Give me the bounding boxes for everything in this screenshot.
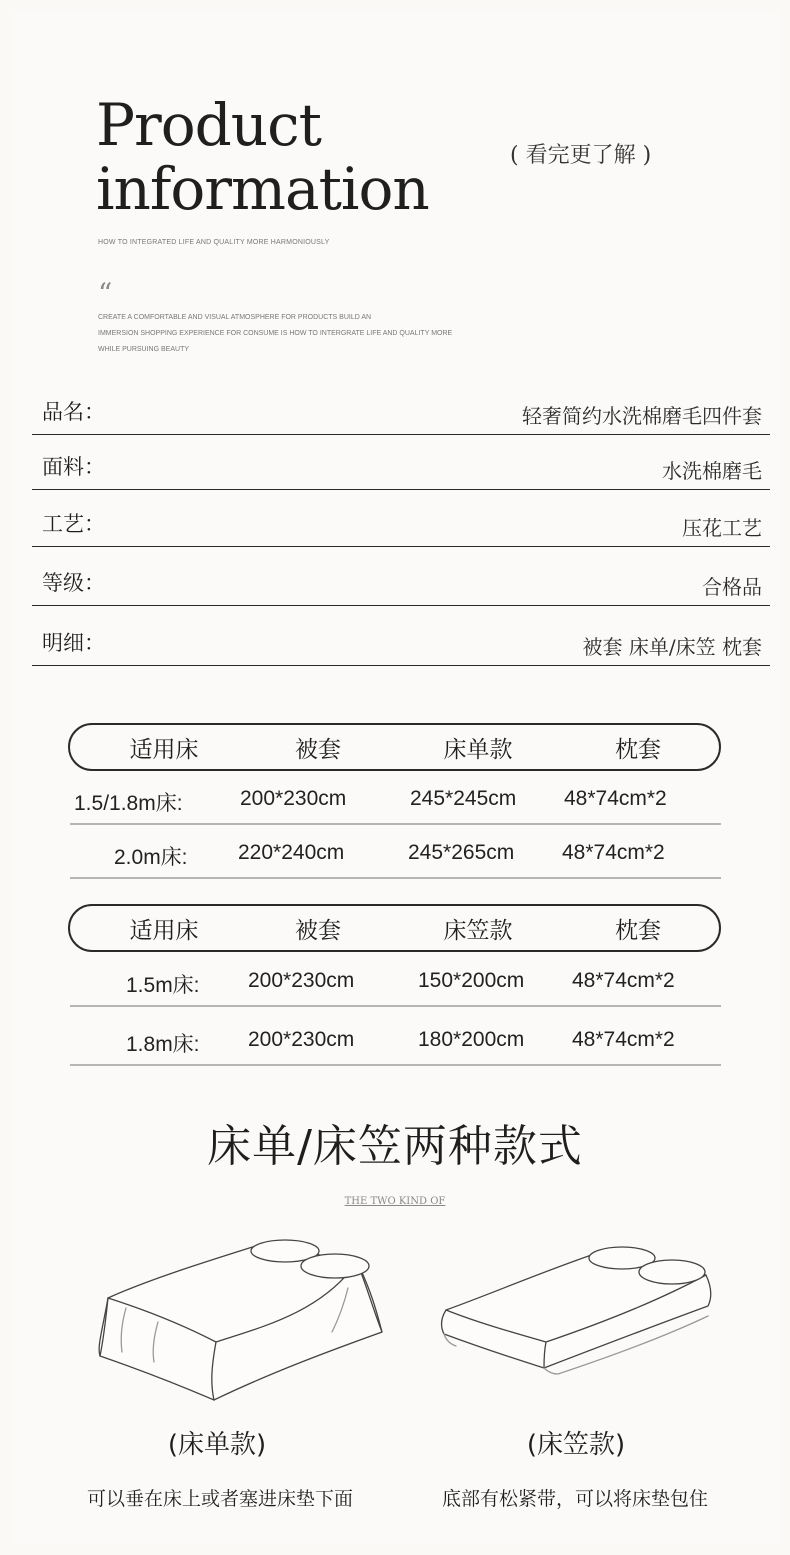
fitted-sheet-caption: (床笠款) (526, 1430, 626, 1460)
table-header-cell: 床单款 (443, 737, 513, 763)
table-cell: 1.8m床: (126, 1033, 200, 1056)
table-header-cell: 适用床 (129, 918, 199, 944)
table-cell: 48*74cm*2 (572, 1028, 675, 1051)
info-value: 水洗棉磨毛 (662, 459, 762, 483)
table-header-cell: 床笠款 (443, 918, 513, 944)
info-value: 被套 床单/床笠 枕套 (582, 635, 762, 659)
styles-subtitle: THE TWO KIND OF (344, 1196, 446, 1207)
table-cell: 200*230cm (248, 969, 355, 992)
flat-sheet-caption: (床单款) (167, 1430, 267, 1460)
info-value: 轻奢简约水洗棉磨毛四件套 (522, 404, 762, 428)
info-label: 工艺： (42, 512, 105, 536)
table-row (70, 827, 721, 879)
table-header-cell: 被套 (295, 737, 341, 763)
table-cell: 1.5/1.8m床: (74, 792, 183, 815)
description (98, 310, 498, 358)
table-cell: 48*74cm*2 (564, 787, 667, 810)
info-row-grade (32, 566, 770, 606)
row-divider (70, 1064, 721, 1066)
info-row-details (32, 626, 770, 666)
row-divider (70, 823, 721, 825)
title-line-1: Product (96, 91, 321, 159)
table-row (70, 773, 721, 825)
subtitle-cn: ( 看完更了解 ) (510, 143, 652, 168)
info-row-name (32, 395, 770, 435)
table-header-sheet (68, 723, 721, 771)
flat-sheet-bed-icon (92, 1232, 392, 1412)
table-cell: 150*200cm (418, 969, 525, 992)
table-row (70, 955, 721, 1007)
styles-title: 床单/床笠两种款式 (207, 1121, 583, 1172)
fitted-sheet-bed-icon (436, 1240, 716, 1390)
row-divider (70, 1005, 721, 1007)
title-line-2: information (96, 155, 429, 223)
table-header-cell: 枕套 (615, 918, 661, 944)
description-line: IMMERSION SHOPPING EXPERIENCE FOR CONSUME IS HOW TO INTERGRATE LIFE AND QUALITY MORE (98, 330, 453, 337)
row-divider (70, 877, 721, 879)
table-cell: 48*74cm*2 (562, 841, 665, 864)
fitted-sheet-note: 底部有松紧带，可以将床垫包住 (441, 1488, 708, 1510)
table-cell: 2.0m床: (114, 846, 188, 869)
info-value: 合格品 (702, 575, 762, 599)
quote-mark-icon: “ (98, 277, 113, 310)
info-label: 等级： (42, 571, 105, 595)
table-header-cell: 适用床 (129, 737, 199, 763)
table-header-cell: 被套 (295, 918, 341, 944)
info-row-craft (32, 507, 770, 547)
table-cell: 200*230cm (240, 787, 347, 810)
description-line: WHILE PURSUING BEAUTY (98, 346, 190, 353)
info-row-fabric (32, 450, 770, 490)
table-cell: 1.5m床: (126, 974, 200, 997)
table-cell: 48*74cm*2 (572, 969, 675, 992)
flat-sheet-note: 可以垂在床上或者塞进床垫下面 (86, 1488, 353, 1510)
table-row (70, 1014, 721, 1066)
info-label: 明细： (42, 631, 105, 655)
description-line: CREATE A COMFORTABLE AND VISUAL ATMOSPHERE FOR PRODUCTS BUILD AN (98, 314, 372, 321)
info-label: 品名： (42, 400, 105, 424)
info-label: 面料： (42, 455, 105, 479)
table-cell: 220*240cm (238, 841, 345, 864)
table-cell: 245*245cm (410, 787, 517, 810)
table-cell: 200*230cm (248, 1028, 355, 1051)
table-cell: 245*265cm (408, 841, 515, 864)
table-header-fitted (68, 904, 721, 952)
table-cell: 180*200cm (418, 1028, 525, 1051)
tagline: HOW TO INTEGRATED LIFE AND QUALITY MORE HARMONIOUSLY (98, 239, 330, 246)
table-header-cell: 枕套 (615, 737, 661, 763)
info-value: 压花工艺 (682, 516, 762, 540)
